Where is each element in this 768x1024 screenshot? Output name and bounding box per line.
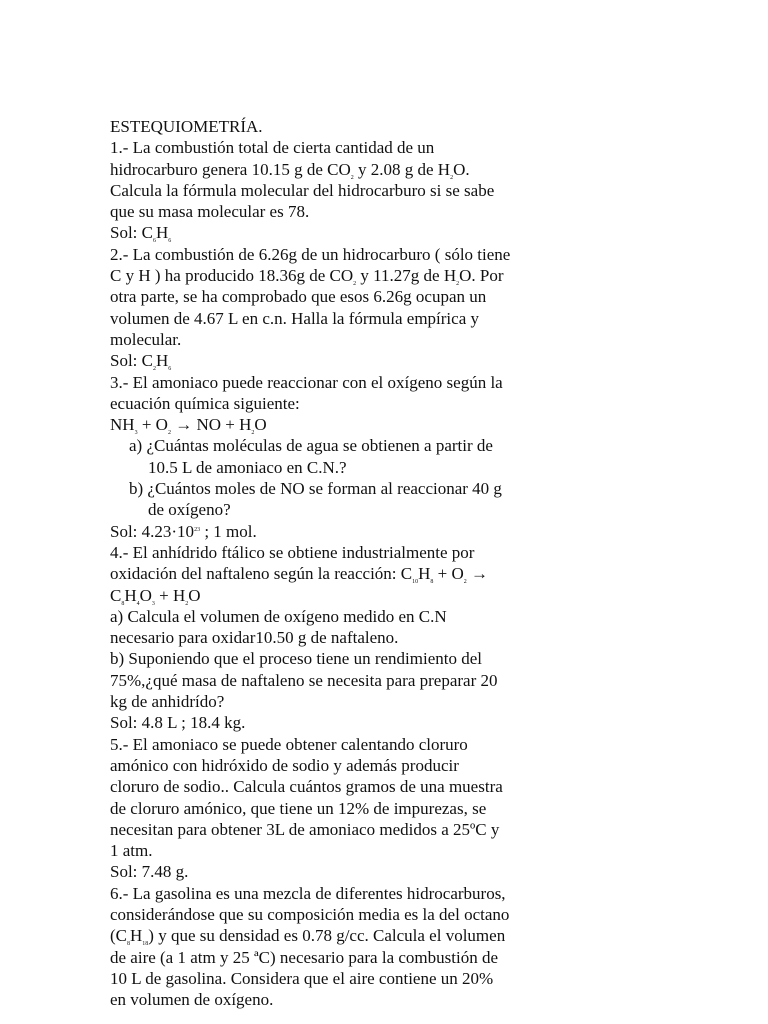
text-line [110,627,560,648]
text-line [110,883,560,904]
text-run: O [139,585,152,605]
subscript: 2 [353,281,357,288]
text-run: b) ¿Cuántos moles de NO se forman al reaccionar 40 g [129,479,502,499]
text-run: 6.- La gasolina es una mezcla de diferentes hidrocarburos, [110,883,506,903]
subscript: 10 [412,579,419,586]
text-run: O. Por [459,266,504,286]
document-body [110,116,560,1010]
text-run: H [156,351,169,371]
subscript: 6 [153,238,156,245]
text-run: considerándose que su composición media es la del octano [110,904,510,924]
text-run: Sol: 4.23·10 [110,521,195,541]
text-run: hidrocarburo genera 10.15 g de CO [110,159,351,179]
text-run: 2.- La combustión de 6.26g de un hidrocarburo ( sólo tiene [110,244,511,264]
text-line [110,861,560,882]
superscript: 23 [194,526,201,533]
text-line [110,372,560,393]
text-line [110,925,560,946]
subscript: 2 [450,174,454,181]
text-run: 4.- El anhídrido ftálico se obtiene industrialmente por [110,542,475,562]
text-run: 1 atm. [110,841,153,861]
text-line [110,137,560,158]
text-line [110,457,560,478]
text-run: NH [110,415,135,435]
subscript: 2 [456,281,460,288]
text-line [110,691,560,712]
text-line [110,776,560,797]
subscript: 3 [134,430,138,437]
text-line [110,648,560,669]
text-run: Sol: 7.48 g. [110,862,189,882]
text-run: y 11.27g de H [356,266,457,286]
text-run: + O [433,564,464,584]
text-line [110,308,560,329]
text-run: C [110,585,122,605]
subscript: 18 [142,941,149,948]
subscript: 2 [350,174,354,181]
text-line [110,244,560,265]
text-run: cloruro de sodio.. Calcula cuántos gramos de una muestra [110,777,503,797]
text-run: necesitan para obtener 3L de amoniaco medidos a 25ºC y [110,819,500,839]
subscript: 6 [168,238,172,245]
subscript: 2 [167,430,171,437]
text-run: Sol: C [110,223,153,243]
text-line [110,947,560,968]
text-line [110,755,560,776]
text-line [110,968,560,989]
text-line [110,222,560,243]
text-run: de cloruro amónico, que tiene un 12% de impurezas, se [110,798,487,818]
text-run: que su masa molecular es 78. [110,202,310,222]
text-line [110,819,560,840]
text-run: de aire (a 1 atm y 25 ªC) necesario para la combustión de [110,947,498,967]
text-line [110,542,560,563]
subscript: 2 [185,600,189,607]
text-run: H [124,585,137,605]
document-lines [110,137,560,1010]
text-run: O. [453,159,470,179]
text-line [110,798,560,819]
text-run: O [188,585,201,605]
text-run: y 2.08 g de H [353,159,451,179]
text-line [110,521,560,542]
text-line [110,734,560,755]
text-line [110,201,560,222]
text-run: otra parte, se ha comprobado que esos 6.26g ocupan un [110,287,487,307]
subscript: 2 [153,366,156,373]
text-run: en volumen de oxígeno. [110,990,274,1010]
subscript: 2 [251,430,255,437]
text-run: ecuación química siguiente: [110,393,300,413]
text-line [110,265,560,286]
text-run: amónico con hidróxido de sodio y además producir [110,755,459,775]
text-run: C y H ) ha producido 18.36g de CO [110,266,354,286]
text-run: Calcula la fórmula molecular del hidrocarburo si se sabe [110,180,495,200]
text-run: de oxígeno? [148,500,231,520]
text-line [110,606,560,627]
text-line [110,478,560,499]
text-line [110,329,560,350]
text-line [110,904,560,925]
text-run: oxidación del naftaleno según la reacción: C [110,564,413,584]
text-run: 10.5 L de amoniaco en C.N.? [148,457,347,477]
subscript: 3 [151,600,155,607]
subscript: 8 [127,941,130,948]
text-line [110,712,560,733]
text-run: 1.- La combustión total de cierta cantidad de un [110,138,435,158]
text-run: + H [154,585,186,605]
text-line [110,563,560,584]
text-run: → NO + H [170,415,252,435]
text-run: Sol: C [110,351,153,371]
text-line [110,840,560,861]
text-run: (C [110,926,127,946]
text-run: → [466,564,489,584]
text-run: necesario para oxidar10.50 g de naftaleno. [110,628,399,648]
subscript: 2 [463,579,467,586]
text-run: 75%,¿qué masa de naftaleno se necesita para preparar 20 [110,670,498,690]
subscript: 6 [168,366,172,373]
text-run: Sol: 4.8 L ; 18.4 kg. [110,713,246,733]
text-run: H [156,223,169,243]
subscript: 8 [121,600,125,607]
text-run: volumen de 4.67 L en c.n. Halla la fórmula empírica y [110,308,479,328]
text-line [110,159,560,180]
text-line [110,393,560,414]
text-run: H [418,564,431,584]
text-line [110,350,560,371]
text-line [110,435,560,456]
text-run: kg de anhidrído? [110,692,225,712]
text-line [110,286,560,307]
text-run: 5.- El amoniaco se puede obtener calentando cloruro [110,734,468,754]
text-line [110,180,560,201]
text-run: a) ¿Cuántas moléculas de agua se obtienen a partir de [129,436,493,456]
text-run: ) y que su densidad es 0.78 g/cc. Calcula el volumen [148,926,506,946]
text-line [110,670,560,691]
text-run: H [130,926,143,946]
text-run: a) Calcula el volumen de oxígeno medido en C.N [110,606,447,626]
text-run: O [254,415,267,435]
document-title: ESTEQUIOMETRÍA. [110,117,263,136]
text-line [110,499,560,520]
text-line [110,414,560,435]
text-run: ; 1 mol. [200,521,257,541]
text-run: 3.- El amoniaco puede reaccionar con el oxígeno según la [110,372,503,392]
subscript: 8 [430,579,434,586]
text-run: + O [137,415,168,435]
text-run: 10 L de gasolina. Considera que el aire contiene un 20% [110,968,494,988]
text-line [110,989,560,1010]
text-run: b) Suponiendo que el proceso tiene un rendimiento del [110,649,483,669]
subscript: 4 [136,600,140,607]
text-line [110,585,560,606]
text-run: molecular. [110,329,182,349]
